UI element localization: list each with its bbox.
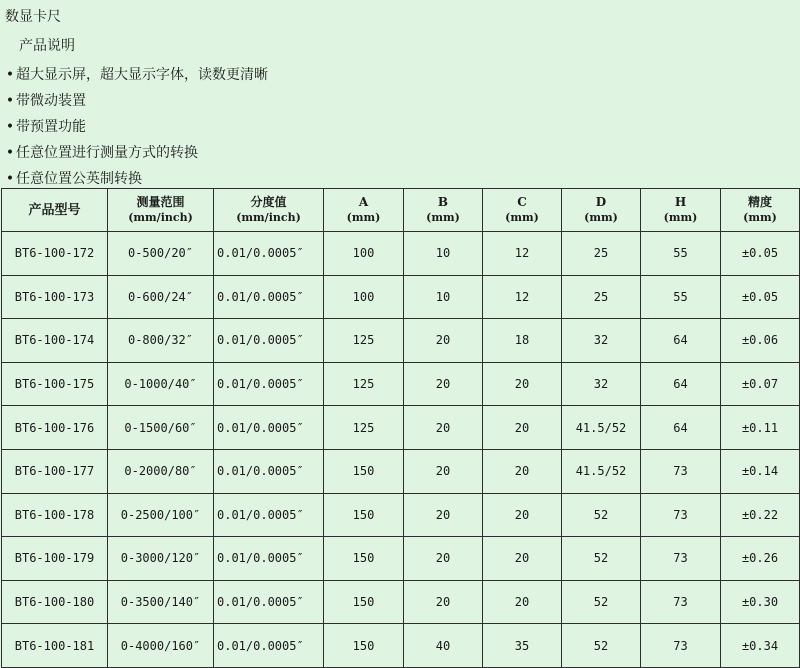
cell-range: 0-800/32″ — [108, 319, 214, 363]
cell-b: 20 — [404, 493, 483, 537]
feature-text: 带微动装置 — [16, 93, 86, 109]
feature-list — [0, 62, 268, 192]
cell-range: 0-500/20″ — [108, 232, 214, 276]
bullet-icon: • — [5, 145, 15, 161]
cell-resolution: 0.01/0.0005″ — [214, 580, 324, 624]
cell-h: 64 — [641, 319, 721, 363]
cell-d: 52 — [562, 624, 641, 668]
cell-b: 10 — [404, 232, 483, 276]
feature-item — [0, 62, 268, 88]
cell-a: 100 — [324, 232, 404, 276]
cell-model: BT6-100-176 — [2, 406, 108, 450]
cell-accuracy: ±0.34 — [721, 624, 800, 668]
cell-range: 0-3500/140″ — [108, 580, 214, 624]
header-cell-accuracy: 精度 (mm) — [721, 189, 800, 232]
header-cell-a: A (mm) — [324, 189, 404, 232]
cell-resolution: 0.01/0.0005″ — [214, 624, 324, 668]
cell-b: 20 — [404, 537, 483, 581]
cell-c: 20 — [483, 493, 562, 537]
header-cell-b: B (mm) — [404, 189, 483, 232]
feature-item — [0, 114, 268, 140]
cell-accuracy: ±0.05 — [721, 232, 800, 276]
cell-h: 73 — [641, 624, 721, 668]
cell-model: BT6-100-181 — [2, 624, 108, 668]
cell-model: BT6-100-174 — [2, 319, 108, 363]
cell-h: 64 — [641, 406, 721, 450]
cell-a: 150 — [324, 537, 404, 581]
cell-a: 150 — [324, 624, 404, 668]
cell-range: 0-3000/120″ — [108, 537, 214, 581]
cell-a: 150 — [324, 580, 404, 624]
feature-text: 任意位置进行测量方式的转换 — [16, 145, 198, 161]
cell-d: 25 — [562, 275, 641, 319]
cell-accuracy: ±0.14 — [721, 449, 800, 493]
feature-item — [0, 88, 268, 114]
cell-c: 12 — [483, 275, 562, 319]
cell-a: 150 — [324, 493, 404, 537]
cell-c: 35 — [483, 624, 562, 668]
cell-accuracy: ±0.11 — [721, 406, 800, 450]
cell-accuracy: ±0.30 — [721, 580, 800, 624]
header-cell-model: 产品型号 — [2, 189, 108, 232]
spec-table — [1, 188, 800, 668]
cell-resolution: 0.01/0.0005″ — [214, 275, 324, 319]
bullet-icon: • — [5, 119, 15, 135]
cell-c: 12 — [483, 232, 562, 276]
cell-d: 52 — [562, 580, 641, 624]
cell-h: 55 — [641, 232, 721, 276]
cell-model: BT6-100-178 — [2, 493, 108, 537]
table-row — [2, 449, 800, 493]
table-row — [2, 232, 800, 276]
bullet-icon: • — [5, 93, 15, 109]
header-cell-resolution: 分度值 (mm/inch) — [214, 189, 324, 232]
cell-c: 20 — [483, 580, 562, 624]
cell-h: 73 — [641, 493, 721, 537]
table-row — [2, 406, 800, 450]
feature-text: 超大显示屏，超大显示字体，读数更清晰 — [16, 67, 268, 83]
cell-d: 52 — [562, 493, 641, 537]
feature-text: 任意位置公英制转换 — [16, 171, 142, 187]
cell-b: 40 — [404, 624, 483, 668]
cell-accuracy: ±0.22 — [721, 493, 800, 537]
cell-range: 0-2000/80″ — [108, 449, 214, 493]
feature-text: 带预置功能 — [16, 119, 86, 135]
cell-model: BT6-100-180 — [2, 580, 108, 624]
cell-b: 20 — [404, 362, 483, 406]
cell-h: 64 — [641, 362, 721, 406]
cell-h: 55 — [641, 275, 721, 319]
cell-d: 52 — [562, 537, 641, 581]
header-cell-range: 测量范围 (mm/inch) — [108, 189, 214, 232]
cell-model: BT6-100-179 — [2, 537, 108, 581]
cell-model: BT6-100-175 — [2, 362, 108, 406]
cell-d: 41.5/52 — [562, 406, 641, 450]
table-row — [2, 624, 800, 668]
table-row — [2, 275, 800, 319]
header-cell-d: D (mm) — [562, 189, 641, 232]
cell-a: 125 — [324, 406, 404, 450]
cell-h: 73 — [641, 537, 721, 581]
cell-a: 125 — [324, 362, 404, 406]
cell-model: BT6-100-172 — [2, 232, 108, 276]
cell-range: 0-1000/40″ — [108, 362, 214, 406]
cell-h: 73 — [641, 580, 721, 624]
table-row — [2, 319, 800, 363]
cell-d: 25 — [562, 232, 641, 276]
cell-accuracy: ±0.07 — [721, 362, 800, 406]
cell-b: 20 — [404, 319, 483, 363]
cell-a: 150 — [324, 449, 404, 493]
cell-c: 20 — [483, 537, 562, 581]
cell-resolution: 0.01/0.0005″ — [214, 362, 324, 406]
cell-range: 0-1500/60″ — [108, 406, 214, 450]
cell-b: 20 — [404, 580, 483, 624]
table-row — [2, 580, 800, 624]
cell-h: 73 — [641, 449, 721, 493]
cell-a: 125 — [324, 319, 404, 363]
cell-b: 20 — [404, 449, 483, 493]
header-cell-h: H (mm) — [641, 189, 721, 232]
cell-resolution: 0.01/0.0005″ — [214, 232, 324, 276]
cell-model: BT6-100-177 — [2, 449, 108, 493]
cell-range: 0-600/24″ — [108, 275, 214, 319]
table-header-row — [2, 189, 800, 232]
table-row — [2, 537, 800, 581]
cell-model: BT6-100-173 — [2, 275, 108, 319]
bullet-icon: • — [5, 171, 15, 187]
table-row — [2, 493, 800, 537]
cell-d: 41.5/52 — [562, 449, 641, 493]
bullet-icon: • — [5, 67, 15, 83]
cell-a: 100 — [324, 275, 404, 319]
header-cell-c: C (mm) — [483, 189, 562, 232]
page-title: 数显卡尺 — [5, 9, 61, 25]
cell-c: 18 — [483, 319, 562, 363]
cell-resolution: 0.01/0.0005″ — [214, 493, 324, 537]
table-row — [2, 362, 800, 406]
cell-d: 32 — [562, 362, 641, 406]
cell-resolution: 0.01/0.0005″ — [214, 319, 324, 363]
cell-accuracy: ±0.26 — [721, 537, 800, 581]
cell-b: 20 — [404, 406, 483, 450]
cell-b: 10 — [404, 275, 483, 319]
cell-c: 20 — [483, 362, 562, 406]
feature-item — [0, 140, 268, 166]
cell-resolution: 0.01/0.0005″ — [214, 537, 324, 581]
cell-c: 20 — [483, 406, 562, 450]
section-heading: 产品说明 — [19, 38, 75, 54]
cell-d: 32 — [562, 319, 641, 363]
cell-accuracy: ±0.06 — [721, 319, 800, 363]
cell-accuracy: ±0.05 — [721, 275, 800, 319]
cell-c: 20 — [483, 449, 562, 493]
cell-range: 0-4000/160″ — [108, 624, 214, 668]
cell-resolution: 0.01/0.0005″ — [214, 449, 324, 493]
cell-range: 0-2500/100″ — [108, 493, 214, 537]
cell-resolution: 0.01/0.0005″ — [214, 406, 324, 450]
